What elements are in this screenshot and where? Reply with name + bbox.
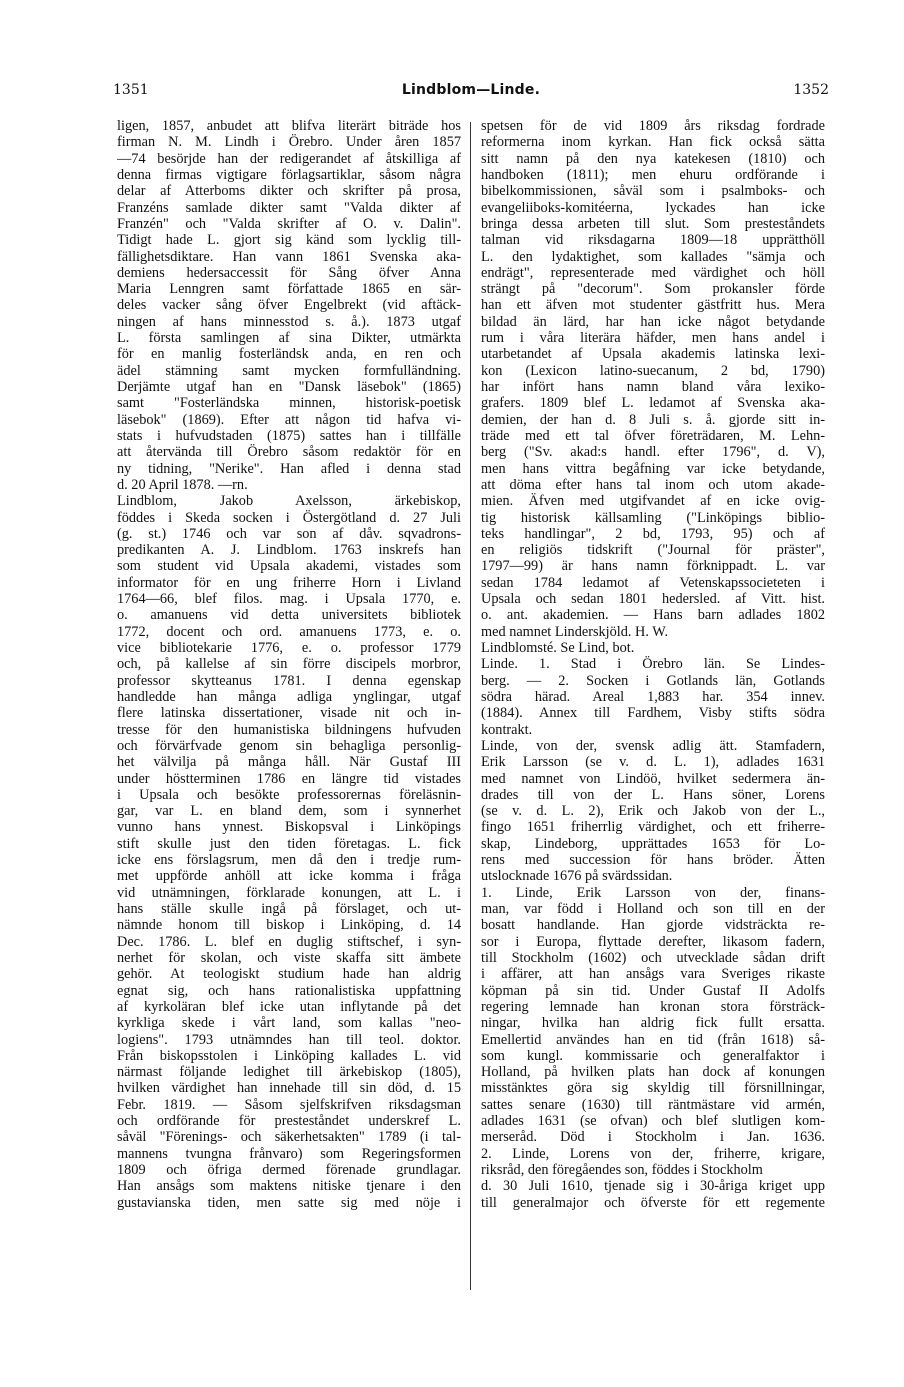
text-line: sattes senare (1630) till räntmästare vid armén,: [481, 1096, 825, 1113]
text-line: met uppförde anhöll att icke komma i fråga: [117, 868, 461, 885]
text-line: sor i Europa, flyttade derefter, likasom fadern,: [481, 933, 825, 950]
text-line: Lindblom, Jakob Axelsson, ärkebiskop,: [117, 493, 461, 510]
text-line: Linde. 1. Stad i Örebro län. Se Lindes-: [481, 656, 825, 673]
text-line: 2. Linde, Lorens von der, friherre, krigare,: [481, 1145, 825, 1162]
text-line: sitt namn på den nya katekesen (1810) och: [481, 150, 825, 167]
text-line: o. amanuens vid detta universitets bibliotek: [117, 607, 461, 624]
text-line: träde med ett tal öfver företrädaren, M. Lehn-: [481, 427, 825, 444]
text-line: d. 20 April 1878. —rn.: [117, 476, 248, 493]
text-line: kontrakt.: [481, 721, 533, 738]
text-line: vid utnämningen, förklarade konungen, att L. i: [117, 884, 461, 901]
text-line: regering lemnade han kronan stora försträck-: [481, 998, 825, 1015]
page-number-left: 1351: [113, 82, 149, 98]
text-line: (g. st.) 1746 och var son af dåv. sqvadrons-: [117, 525, 461, 542]
page-header: [113, 82, 829, 108]
text-line: mannens tvungna frånvaro) som Regeringsformen: [117, 1145, 461, 1162]
text-line: Dec. 1786. L. blef en duglig stiftschef, i syn-: [117, 933, 461, 950]
text-line: icke ens förslagsrum, men då den i tredje rum-: [117, 852, 461, 869]
text-line: vunno hans ynnest. Biskopsval i Linköpings: [117, 819, 461, 836]
text-line: och förvärfvade genom sin behagliga personlig-: [117, 737, 461, 754]
text-line: man, var född i Holland och son till en der: [481, 901, 825, 917]
text-line: stats i hufvudstaden (1875) sattes han i tillfälle: [117, 427, 461, 444]
text-line: L. den lydaktighet, som kallades "sämja och: [481, 248, 825, 265]
text-line: fingo 1651 friherrlig värdighet, och ett friherre-: [481, 819, 825, 836]
text-line: 1772, docent och ord. amanuens 1773, e. o.: [117, 623, 461, 640]
text-line: skap, Lindeborg, upprättades 1653 för Lo-: [481, 835, 825, 852]
text-line: Från biskopsstolen i Linköping kallades L. vid: [117, 1047, 461, 1064]
text-line: ligen, 1857, anbudet att blifva literärt biträde hos: [117, 118, 461, 134]
text-line: firman N. M. Lindh i Örebro. Under åren 1857: [117, 134, 461, 151]
running-head-title: Lindblom—Linde.: [401, 82, 541, 98]
text-line: 1809 och öfriga dermed förenade grundlagar.: [117, 1162, 461, 1178]
text-line: som student vid Upsala akademi, vistades som: [117, 558, 461, 575]
text-line: berg ("Sv. akad:s handl. efter 1796", d. V),: [481, 444, 825, 461]
text-line: bringa dessa arbeten till slut. Som presteståndets: [481, 215, 825, 232]
text-line: endrägt", representerade med värdighet och höll: [481, 264, 825, 281]
text-line: het välvilja på många håll. När Gustaf III: [117, 754, 461, 771]
text-line: —74 besörjde han der redigerandet af åtskilliga af: [117, 150, 461, 167]
text-line: södra härad. Areal 1,883 har. 354 innev.: [481, 688, 825, 705]
text-line: Erik Larsson (se v. d. L. 1), adlades 1631: [481, 754, 825, 771]
text-line: för en manlig fosterländsk anda, en ren och: [117, 346, 461, 363]
text-line: ningen af hans minnesstod s. å.). 1873 utgaf: [117, 313, 461, 330]
text-line: under höstterminen 1786 en längre tid vistades: [117, 770, 461, 787]
text-line: talman vid riksdagarna 1809—18 upprätthöll: [481, 232, 825, 249]
text-line: denna firmas vigtigare förlagsartiklar, såsom några: [117, 166, 461, 183]
text-line: grafers. 1809 blef L. ledamot af Svenska aka-: [481, 395, 825, 412]
text-line: med namnet von Lindöö, hvilket sedermera än-: [481, 770, 825, 787]
text-line: Upsala och sedan 1801 hedersled. af Vitt. hist.: [481, 591, 825, 608]
text-line: till generalmajor och öfverste för ett regemente: [481, 1194, 825, 1211]
text-line: att återvända till Örebro såsom redaktör för en: [117, 444, 461, 461]
text-line: Franzéns samlade dikter samt "Valda dikter af: [117, 199, 461, 216]
text-line: har infört hans namn bland våra lexiko-: [481, 379, 825, 395]
text-line: gar, var L. en bland dem, som i synnerhet: [117, 803, 461, 820]
text-line: tresse för den humanistiska bildningens hufvuden: [117, 721, 461, 738]
text-line: L. första samlingen af sina Dikter, utmärkta: [117, 330, 461, 347]
text-line: närmast följande ledighet till ärkebiskop (1805),: [117, 1064, 461, 1081]
text-line: 1764—66, blef filos. mag. i Upsala 1770, e.: [117, 591, 461, 608]
text-line: bosatt handlande. Han gjorde vidsträckta re-: [481, 917, 825, 934]
text-line: misstänktes göra sig skyldig till försnillningar,: [481, 1080, 825, 1097]
text-line: merseråd. Död i Stockholm i Jan. 1636.: [481, 1129, 825, 1146]
text-line: drades till von der L. Hans söner, Lorens: [481, 786, 825, 803]
text-line: informator för en ung friherre Horn i Livland: [117, 574, 461, 591]
text-line: af kyrkoläran blef icke utan inflytande på det: [117, 998, 461, 1015]
text-line: Tidigt hade L. gjort sig känd som lycklig till-: [117, 232, 461, 249]
text-line: Lindblomsté. Se Lind, bot.: [481, 640, 635, 656]
text-line: föddes i Skeda socken i Östergötland d. 27 Juli: [117, 509, 461, 526]
text-line: Derjämte utgaf han en "Dansk läsebok" (1865): [117, 379, 461, 395]
text-line: bibelkommissionen, såväl som i psalmboks- och: [481, 183, 825, 200]
text-line: men hans vittra begåfning var icke betydande,: [481, 460, 825, 477]
column-divider: [470, 122, 471, 1290]
text-line: predikanten A. J. Lindblom. 1763 inskrefs han: [117, 542, 461, 559]
text-line: rens med succession för hans bröder. Ätten: [481, 852, 825, 869]
text-line: vice bibliotekarie 1776, e. o. professor 1779: [117, 640, 461, 656]
text-line: köpman på sin tid. Under Gustaf II Adolfs: [481, 982, 825, 999]
text-line: delar af Atterboms dikter och skrifter på prosa,: [117, 183, 461, 200]
text-line: demiens hedersaccessit för Sång öfver Anna: [117, 264, 461, 281]
text-line: Emellertid användes han en tid (från 1618) så-: [481, 1031, 825, 1048]
text-line: riksråd, den föregåendes son, föddes i Stockholm: [481, 1162, 763, 1178]
text-line: i Upsala och besökte professorernas föreläsnin-: [117, 786, 461, 803]
text-line: samt "Fosterländska minnen, historisk-poetisk: [117, 395, 461, 412]
text-line: demien, der han d. 8 Juli s. å. gjorde sitt in-: [481, 411, 825, 428]
text-line: utarbetandet af Upsala akademis latinska lexi-: [481, 346, 825, 363]
text-line: professor skytteanus 1781. I denna egenskap: [117, 672, 461, 689]
text-line: nerhet för skolan, och viste skaffa sitt ämbete: [117, 949, 461, 966]
text-line: ädel stämning samt mycken formfulländning.: [117, 362, 461, 379]
text-line: 1797—99) är hans namn förknippadt. L. var: [481, 558, 825, 575]
text-line: gustavianska tiden, men satte sig med nöje i: [117, 1194, 461, 1211]
text-line: mien. Äfven med utgifvandet af en icke ovig-: [481, 493, 825, 510]
text-line: Han ansågs som maktens nitiske tjenare i den: [117, 1178, 461, 1195]
text-line: logiens". 1793 utnämndes han till teol. doktor.: [117, 1031, 461, 1048]
text-line: d. 30 Juli 1610, tjenade sig i 30-åriga kriget upp: [481, 1178, 825, 1195]
text-line: teks handlingar", 2 bd, 1793, 95) och af: [481, 525, 825, 542]
text-line: och, på kallelse af sin förre discipels morbror,: [117, 656, 461, 673]
text-line: (se v. d. L. 2), Erik och Jakob von der L.,: [481, 803, 825, 820]
right-text-column: [481, 118, 825, 1211]
text-line: hvilken värdighet han innehade till sin död, d. 15: [117, 1080, 461, 1097]
text-line: och ordförande för presteståndet underskref L.: [117, 1113, 461, 1130]
text-line: 1. Linde, Erik Larsson von der, finans-: [481, 884, 825, 901]
text-line: utslocknade 1676 på svärdssidan.: [481, 868, 673, 885]
page-number-right: 1352: [793, 82, 829, 98]
text-line: fällighetsdiktare. Han vann 1861 Svenska aka-: [117, 248, 461, 265]
text-line: handledde han många adliga ynglingar, utgaf: [117, 688, 461, 705]
text-line: tig historisk källsamling ("Linköpings biblio-: [481, 509, 825, 526]
text-line: Linde, von der, svensk adlig ätt. Stamfadern,: [481, 737, 825, 754]
text-line: deles vacker sång öfver Engelbrekt (vid aftäck-: [117, 297, 461, 314]
text-line: kon (Lexicon latino-suecanum, 2 bd, 1790): [481, 362, 825, 379]
text-line: han ett äfven mot studenter gästfritt hus. Mera: [481, 297, 825, 314]
text-line: Franzén" och "Valda skrifter af O. v. Dalin".: [117, 215, 461, 232]
text-line: kyrkliga skede i vårt land, som kallas "neo-: [117, 1015, 461, 1032]
text-line: Maria Lenngren samt författade 1865 en sär-: [117, 281, 461, 298]
text-line: ningar, hvilka han aldrig fick fullt ersatta.: [481, 1015, 825, 1032]
text-line: med namnet Linderskjöld. H. W.: [481, 623, 669, 640]
left-text-column: [117, 118, 461, 1211]
text-line: stift skulle just den tiden företagas. L. fick: [117, 835, 461, 852]
text-line: evangeliiboks-komitéerna, lyckades han icke: [481, 199, 825, 216]
text-line: adlades 1631 (se ofvan) och blef slutligen kom-: [481, 1113, 825, 1130]
text-line: sedan 1784 ledamot af Vetenskapssocieteten i: [481, 574, 825, 591]
text-line: till Stockholm (1602) och utvecklade sådan drift: [481, 949, 825, 966]
text-line: egnat sig, och hans rationalistiska uppfattning: [117, 982, 461, 999]
text-line: gehör. At teologiskt studium hade han aldrig: [117, 966, 461, 983]
text-line: berg. — 2. Socken i Gotlands län, Gotlands: [481, 672, 825, 689]
text-line: (1884). Annex till Fardhem, Visby stifts södra: [481, 705, 825, 722]
text-line: bildad än lärd, har han icke något betydande: [481, 313, 825, 330]
text-line: läsebok" (1869). Efter att någon tid hafva vi-: [117, 411, 461, 428]
text-line: i affärer, att han ansågs vara Sveriges rikaste: [481, 966, 825, 983]
text-line: såväl "Förenings- och säkerhetsakten" 1789 (i tal-: [117, 1129, 461, 1146]
text-line: flere latinska dissertationer, visade nit och in-: [117, 705, 461, 722]
text-line: o. ant. akademien. — Hans barn adlades 1802: [481, 607, 825, 624]
text-line: som kungl. kommissarie och generalfaktor i: [481, 1047, 825, 1064]
text-line: rum i våra literära häfder, men hans andel i: [481, 330, 825, 347]
text-line: Holland, på hvilken plats han dock af konungen: [481, 1064, 825, 1081]
text-line: att döma efter hans tal inom och utom akade-: [481, 476, 825, 493]
text-line: spetsen för de vid 1809 års riksdag fordrade: [481, 118, 825, 134]
text-line: strängt på "decorum". Som prokansler förde: [481, 281, 825, 298]
text-line: nämnde honom till biskop i Linköping, d. 14: [117, 917, 461, 934]
text-line: handboken (1811); men ehuru ordförande i: [481, 166, 825, 183]
text-line: reformerna inom kyrkan. Han fick också sätta: [481, 134, 825, 151]
text-line: Febr. 1819. — Såsom sjelfskrifven riksdagsman: [117, 1096, 461, 1113]
text-line: ny tidning, "Nerike". Han afled i denna stad: [117, 460, 461, 477]
text-line: hans ställe skulle ingå på förslaget, och ut-: [117, 901, 461, 917]
text-line: en religiös tidskrift ("Journal för präster",: [481, 542, 825, 559]
